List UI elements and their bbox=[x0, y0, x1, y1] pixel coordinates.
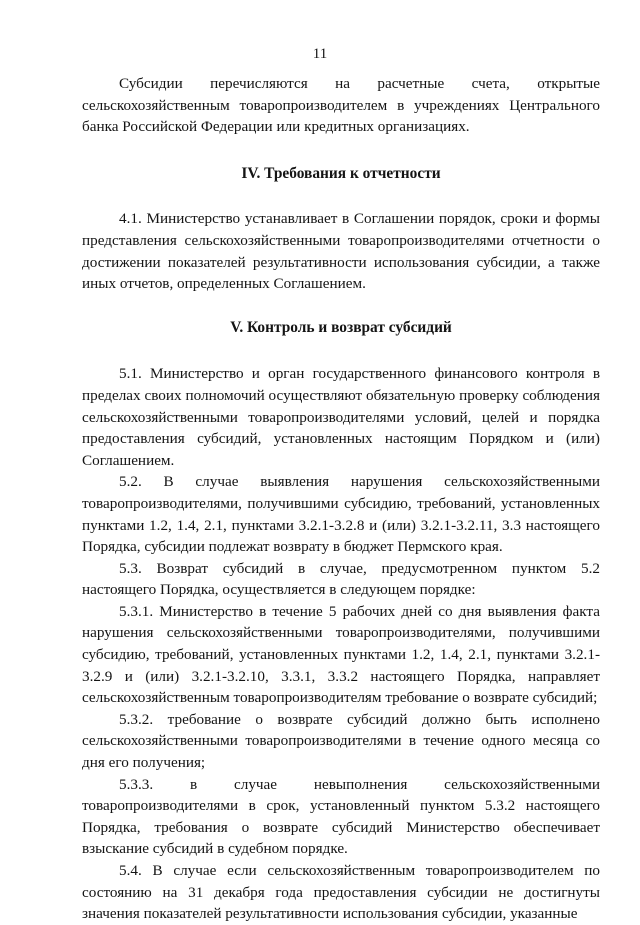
section-heading-control: V. Контроль и возврат субсидий bbox=[230, 318, 452, 336]
paragraph-5-3-3: 5.3.3. в случае невыполнения сельскохозяйственными товаропроизводителями в срок, установленный пунктом 5.3.2 настоящего Порядка, требования о возврате субсидий Министерство обеспечивает взыскание субсидий в судебном порядке. bbox=[82, 775, 600, 858]
paragraph-5-1: 5.1. Министерство и орган государственного финансового контроля в пределах своих полномочий осуществляют обязательную проверку соблюдения сельскохозяйственными товаропроизводителями условий, целей и порядка предоставления субсидий, установленных настоящим Порядком и (или) Соглашением. bbox=[82, 365, 600, 469]
paragraph-4-1: 4.1. Министерство устанавливает в Соглашении порядок, сроки и формы представления сельскохозяйственными товаропроизводителями отчетности о достижении показателей результативности использования субсидии, а также иных отчетов, определенных Соглашением. bbox=[82, 210, 600, 293]
paragraph-5-3-1: 5.3.1. Министерство в течение 5 рабочих дней со дня выявления факта нарушения сельскохозяйственными товаропроизводителями, получившими субсидию, требований, установленных пунктами 1.2, 1.4, 2.1, пунктами 3.2.1-3.2.9 и (или) 3.2.1-3.2.10, 3.3.1, 3.3.2 настоящего Порядка, направляет сельскохозяйственным товаропроизводителям требование о возврате субсидий; bbox=[82, 602, 600, 707]
document-body bbox=[82, 70, 600, 925]
page-number: 11 bbox=[312, 46, 328, 62]
paragraph-5-3: 5.3. Возврат субсидий в случае, предусмотренном пунктом 5.2 настоящего Порядка, осуществляется в следующем порядке: bbox=[82, 559, 600, 599]
paragraph-subsidy-transfer: Субсидии перечисляются на расчетные счета, открытые сельскохозяйственным товаропроизводителем в учреждениях Центрального банка Российской Федерации или кредитных организациях. bbox=[82, 75, 600, 136]
paragraph-5-4: 5.4. В случае если сельскохозяйственным товаропроизводителем по состоянию на 31 декабря года предоставления субсидии не достигнуты значения показателей результативности использования субсидии, указанные bbox=[82, 862, 600, 923]
paragraph-5-3-2: 5.3.2. требование о возврате субсидий должно быть исполнено сельскохозяйственными товаропроизводителями в течение одного месяца со дня его получения; bbox=[82, 710, 600, 772]
paragraph-5-2: 5.2. В случае выявления нарушения сельскохозяйственными товаропроизводителями, получившими субсидию, требований, установленных пунктами 1.2, 1.4, 2.1, пунктами 3.2.1-3.2.8 и (или) 3.2.1-3.2.11, 3.3 настоящего Порядка, субсидии подлежат возврату в бюджет Пермского края. bbox=[82, 473, 600, 556]
section-heading-reporting: IV. Требования к отчетности bbox=[241, 164, 441, 182]
